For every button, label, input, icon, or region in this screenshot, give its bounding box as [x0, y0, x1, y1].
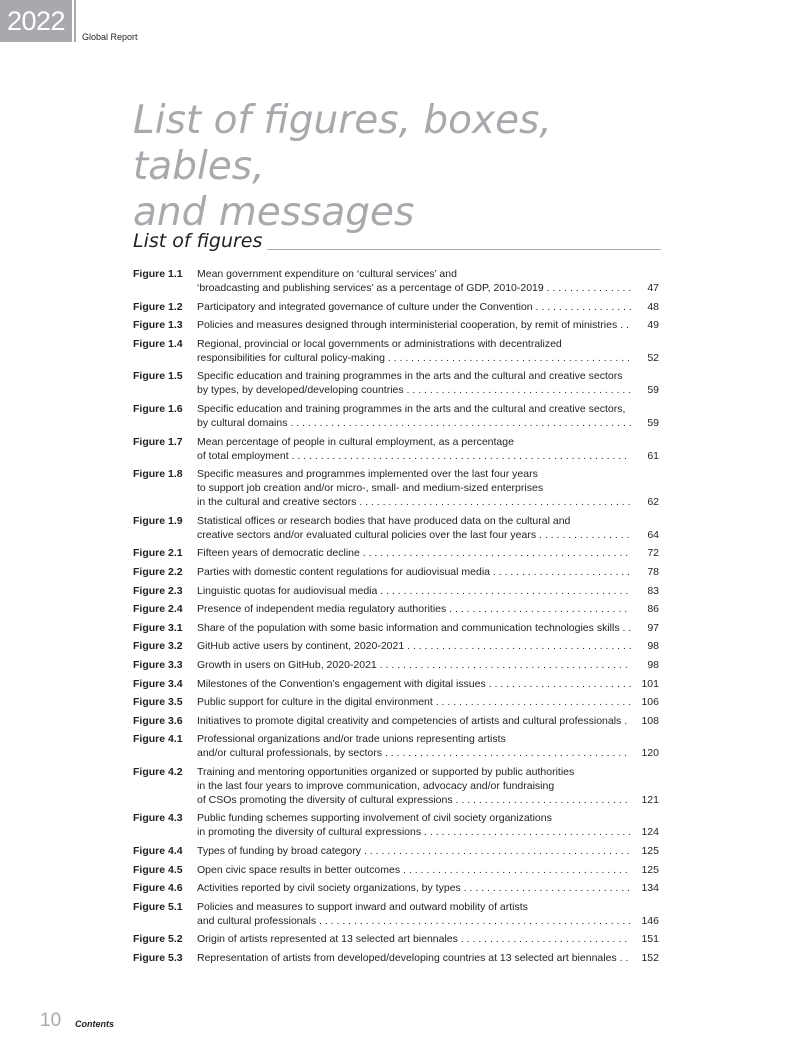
figure-caption-line: Growth in users on GitHub, 2020-2021 . . .: [197, 658, 631, 672]
figure-entry[interactable]: [133, 677, 659, 691]
figure-caption-line: Initiatives to promote digital creativity and competencies of artists and cultural professionals . . .: [197, 714, 631, 728]
figure-caption-line: ‘broadcasting and publishing services’ as a percentage of GDP, 2010-2019 . . .: [197, 281, 631, 295]
figure-page-number: 61: [647, 449, 659, 462]
figure-entry[interactable]: [133, 300, 659, 314]
figure-entry[interactable]: [133, 900, 659, 928]
page-title-line-2: and messages: [133, 190, 415, 235]
figure-entry[interactable]: [133, 881, 659, 895]
figure-entry[interactable]: [133, 695, 659, 709]
figure-page-number: 64: [647, 528, 659, 541]
figure-caption-line: creative sectors and/or evaluated cultural policies over the last four years . . .: [197, 528, 631, 542]
figure-caption: [197, 811, 659, 839]
figure-caption: [197, 732, 659, 760]
figure-label: Figure 2.2: [133, 565, 183, 578]
figure-caption-line: Activities reported by civil society organizations, by types . . .: [197, 881, 631, 895]
figure-caption-line: Fifteen years of democratic decline . . .: [197, 546, 631, 560]
figure-page-number: 98: [647, 640, 659, 653]
figure-caption-line: Public support for culture in the digital environment . . .: [197, 695, 631, 709]
figure-caption-line: Specific measures and programmes implemented over the last four years: [197, 468, 538, 481]
figure-caption: [197, 900, 659, 928]
figure-caption-line: Milestones of the Convention’s engagement with digital issues . . .: [197, 677, 631, 691]
figure-caption-line: Statistical offices or research bodies that have produced data on the cultural and: [197, 514, 571, 527]
figure-caption-line: Public funding schemes supporting involvement of civil society organizations: [197, 812, 552, 825]
figure-caption: [197, 337, 659, 365]
figure-page-number: 108: [641, 714, 659, 727]
figure-caption-line: Linguistic quotas for audiovisual media . . .: [197, 584, 631, 598]
figure-caption: [197, 844, 659, 858]
figure-label: Figure 5.2: [133, 933, 183, 946]
figure-page-number: 134: [641, 882, 659, 895]
section-heading: List of figures: [133, 230, 263, 252]
figure-label: Figure 1.4: [133, 337, 183, 350]
figure-page-number: 78: [647, 565, 659, 578]
figure-caption: [197, 402, 659, 430]
figure-caption-line: Specific education and training programmes in the arts and the cultural and creative sectors,: [197, 402, 626, 415]
figure-entry[interactable]: [133, 639, 659, 653]
figure-caption: [197, 369, 659, 397]
figure-label: Figure 3.5: [133, 696, 183, 709]
page-title-line-1: List of figures, boxes, tables,: [133, 98, 552, 189]
figure-page-number: 83: [647, 584, 659, 597]
figure-label: Figure 1.2: [133, 300, 183, 313]
figure-label: Figure 2.1: [133, 547, 183, 560]
figure-entry[interactable]: [133, 732, 659, 760]
figure-caption-line: Presence of independent media regulatory authorities . . .: [197, 602, 631, 616]
figure-caption-line: to support job creation and/or micro-, small- and medium-sized enterprises: [197, 482, 544, 495]
figure-caption-line: Participatory and integrated governance of culture under the Convention . . .: [197, 300, 631, 314]
figure-entry[interactable]: [133, 467, 659, 509]
figure-page-number: 124: [641, 826, 659, 839]
figure-caption: [197, 621, 659, 635]
header-divider: [74, 0, 76, 42]
figure-label: Figure 1.3: [133, 319, 183, 332]
section-heading-row: [133, 228, 661, 254]
figure-caption-line: of total employment . . .: [197, 449, 631, 463]
figure-caption-line: by cultural domains . . .: [197, 416, 631, 430]
figure-entry[interactable]: [133, 602, 659, 616]
footer-section-label: Contents: [75, 1019, 114, 1029]
figure-caption-line: in the cultural and creative sectors . . .: [197, 495, 631, 509]
figure-caption: [197, 639, 659, 653]
figure-caption-line: Origin of artists represented at 13 selected art biennales . . .: [197, 932, 631, 946]
figure-caption: [197, 677, 659, 691]
figure-caption: [197, 695, 659, 709]
figure-label: Figure 4.4: [133, 845, 183, 858]
figure-caption-line: in promoting the diversity of cultural expressions . . .: [197, 825, 631, 839]
figure-entry[interactable]: [133, 714, 659, 728]
figure-page-number: 152: [641, 952, 659, 965]
figure-page-number: 125: [641, 863, 659, 876]
figure-caption-line: Training and mentoring opportunities organized or supported by public authorities: [197, 765, 575, 778]
figure-caption: [197, 565, 659, 579]
figure-entry[interactable]: [133, 584, 659, 598]
figure-entry[interactable]: [133, 267, 659, 295]
figure-list: [133, 267, 659, 970]
figure-label: Figure 5.1: [133, 900, 183, 913]
figure-entry[interactable]: [133, 658, 659, 672]
section-divider: [267, 249, 661, 250]
figure-page-number: 120: [641, 747, 659, 760]
figure-entry[interactable]: [133, 565, 659, 579]
figure-label: Figure 2.3: [133, 584, 183, 597]
figure-caption: [197, 951, 659, 965]
figure-caption-line: by types, by developed/developing countries . . .: [197, 383, 631, 397]
figure-page-number: 48: [647, 300, 659, 313]
figure-caption: [197, 546, 659, 560]
figure-label: Figure 5.3: [133, 952, 183, 965]
figure-caption-line: Parties with domestic content regulations for audiovisual media . . .: [197, 565, 631, 579]
figure-page-number: 101: [641, 677, 659, 690]
figure-label: Figure 2.4: [133, 603, 183, 616]
figure-caption-line: and cultural professionals . . .: [197, 914, 631, 928]
figure-entry[interactable]: [133, 402, 659, 430]
figure-label: Figure 1.1: [133, 268, 183, 280]
figure-label: Figure 1.5: [133, 370, 183, 383]
figure-entry[interactable]: [133, 811, 659, 839]
figure-caption-line: Types of funding by broad category . . .: [197, 844, 631, 858]
figure-label: Figure 1.6: [133, 402, 183, 415]
figure-entry[interactable]: [133, 514, 659, 542]
figure-caption: [197, 658, 659, 672]
figure-page-number: 59: [647, 384, 659, 397]
figure-page-number: 52: [647, 351, 659, 364]
figure-caption: [197, 863, 659, 877]
figure-entry[interactable]: [133, 863, 659, 877]
figure-page-number: 121: [641, 793, 659, 806]
figure-page-number: 59: [647, 416, 659, 429]
figure-caption: [197, 300, 659, 314]
year-badge: 2022: [0, 0, 72, 42]
figure-label: Figure 4.2: [133, 765, 183, 778]
figure-page-number: 98: [647, 658, 659, 671]
page-number: 10: [40, 1010, 62, 1031]
figure-label: Figure 3.3: [133, 658, 183, 671]
figure-caption: [197, 435, 659, 463]
figure-entry[interactable]: [133, 932, 659, 946]
figure-caption-line: GitHub active users by continent, 2020-2021 . . .: [197, 639, 631, 653]
figure-caption: [197, 714, 659, 728]
figure-caption-line: of CSOs promoting the diversity of cultural expressions . . .: [197, 793, 631, 807]
figure-label: Figure 3.4: [133, 677, 183, 690]
figure-entry[interactable]: [133, 435, 659, 463]
page-title: [133, 98, 693, 236]
figure-caption-line: Professional organizations and/or trade unions representing artists: [197, 733, 506, 746]
figure-page-number: 146: [641, 914, 659, 927]
figure-caption: [197, 932, 659, 946]
figure-page-number: 72: [647, 547, 659, 560]
figure-page-number: 97: [647, 621, 659, 634]
figure-caption: [197, 318, 659, 332]
figure-caption-line: Representation of artists from developed/developing countries at 13 selected art biennales . . .: [197, 951, 631, 965]
figure-caption: [197, 765, 659, 807]
figure-caption-line: and/or cultural professionals, by sectors . . .: [197, 746, 631, 760]
figure-entry[interactable]: [133, 546, 659, 560]
figure-entry[interactable]: [133, 844, 659, 858]
figure-caption-line: Share of the population with some basic information and communication technologies skills . . .: [197, 621, 631, 635]
figure-caption-line: Regional, provincial or local governments or administrations with decentralized: [197, 337, 562, 350]
figure-entry[interactable]: [133, 337, 659, 365]
figure-label: Figure 1.7: [133, 435, 183, 448]
figure-caption: [197, 514, 659, 542]
figure-entry[interactable]: [133, 318, 659, 332]
figure-page-number: 125: [641, 845, 659, 858]
figure-caption-line: Mean percentage of people in cultural employment, as a percentage: [197, 435, 514, 448]
report-label: Global Report: [82, 32, 138, 42]
figure-page-number: 86: [647, 603, 659, 616]
figure-caption-line: Open civic space results in better outcomes . . .: [197, 863, 631, 877]
figure-caption: [197, 881, 659, 895]
figure-caption: [197, 267, 659, 295]
figure-label: Figure 3.1: [133, 621, 183, 634]
figure-caption: [197, 602, 659, 616]
figure-label: Figure 4.5: [133, 863, 183, 876]
figure-page-number: 47: [647, 282, 659, 294]
figure-caption-line: Mean government expenditure on ‘cultural services’ and: [197, 268, 457, 280]
figure-page-number: 49: [647, 319, 659, 332]
figure-label: Figure 3.6: [133, 714, 183, 727]
figure-caption: [197, 467, 659, 509]
figure-entry[interactable]: [133, 369, 659, 397]
figure-label: Figure 3.2: [133, 640, 183, 653]
figure-label: Figure 4.1: [133, 733, 183, 746]
figure-label: Figure 1.8: [133, 468, 183, 481]
figure-label: Figure 1.9: [133, 514, 183, 527]
figure-caption-line: Policies and measures to support inward and outward mobility of artists: [197, 900, 528, 913]
figure-caption-line: Specific education and training programmes in the arts and the cultural and creative sectors: [197, 370, 623, 383]
figure-caption-line: responsibilities for cultural policy-making . . .: [197, 351, 631, 365]
figure-page-number: 151: [641, 933, 659, 946]
figure-page-number: 106: [641, 696, 659, 709]
figure-entry[interactable]: [133, 621, 659, 635]
figure-caption-line: Policies and measures designed through interministerial cooperation, by remit of ministries . . .: [197, 318, 631, 332]
figure-page-number: 62: [647, 496, 659, 509]
figure-entry[interactable]: [133, 951, 659, 965]
figure-label: Figure 4.3: [133, 812, 183, 825]
figure-label: Figure 4.6: [133, 882, 183, 895]
figure-entry[interactable]: [133, 765, 659, 807]
figure-caption-line: in the last four years to improve communication, advocacy and/or fundraising: [197, 779, 555, 792]
figure-caption: [197, 584, 659, 598]
